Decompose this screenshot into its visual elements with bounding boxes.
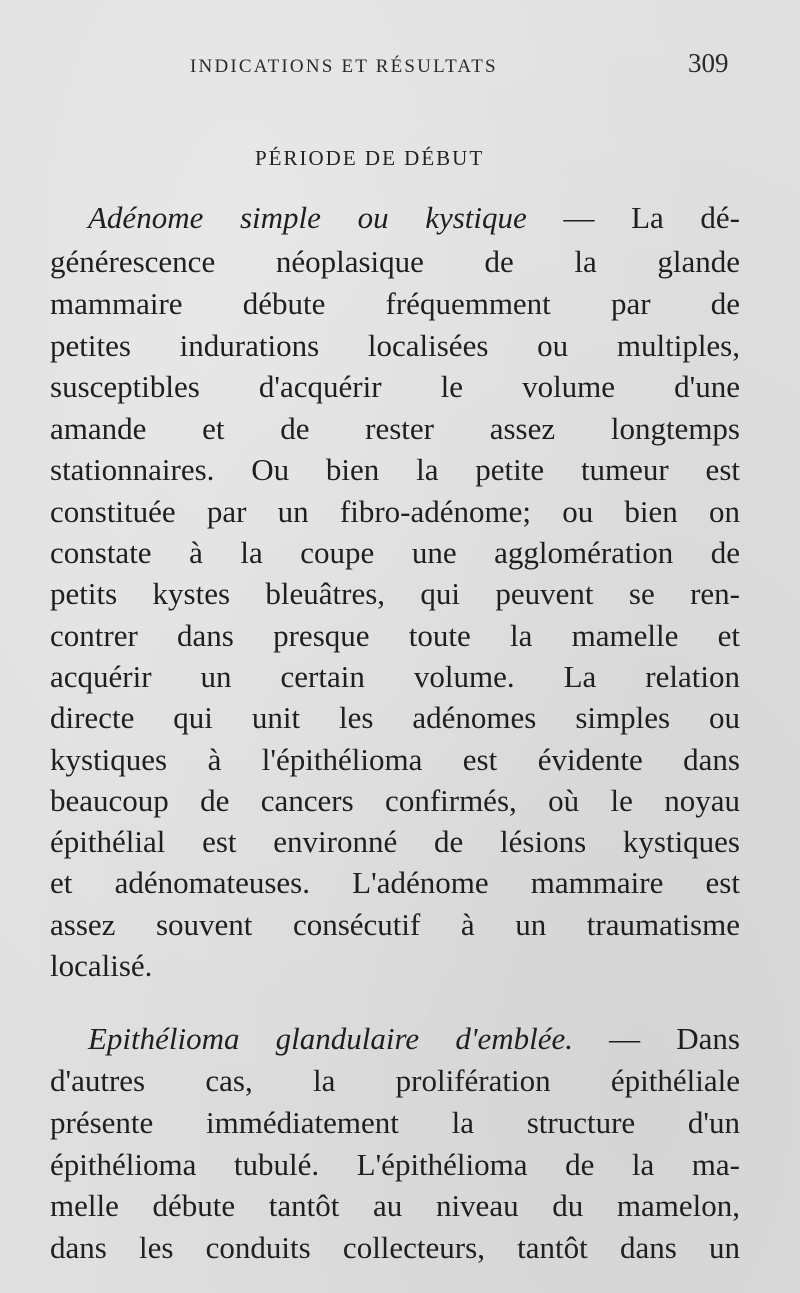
- paragraph-1-heading: Adénome simple ou kystique: [88, 200, 527, 235]
- paragraph-2-line: Epithélioma glandulaire d'emblée. — Dans: [88, 1021, 740, 1056]
- paragraph-1-line: petits kystes bleuâtres, qui peuvent se ren-: [50, 576, 740, 611]
- paragraph-1-line: amande et de rester assez longtemps: [50, 411, 740, 446]
- page-number: 309: [688, 48, 729, 78]
- paragraph-1-line: beaucoup de cancers confirmés, où le noyau: [50, 783, 740, 818]
- running-title: INDICATIONS ET RÉSULTATS: [190, 56, 498, 77]
- paragraph-2-line: d'autres cas, la prolifération épithéliale: [50, 1063, 740, 1098]
- paragraph-2-heading: Epithélioma glandulaire d'emblée.: [88, 1021, 573, 1056]
- paragraph-1-line: constituée par un fibro-adénome; ou bien on: [50, 494, 740, 529]
- paragraph-1-line: localisé.: [50, 948, 153, 983]
- paragraph-1-line: épithélial est environné de lésions kystiques: [50, 824, 740, 859]
- paragraph-1-line: acquérir un certain volume. La relation: [50, 659, 740, 694]
- paragraph-1-line: directe qui unit les adénomes simples ou: [50, 700, 740, 735]
- paragraph-1-line: constate à la coupe une agglomération de: [50, 535, 740, 570]
- paragraph-1-line: mammaire débute fréquemment par de: [50, 286, 740, 321]
- paragraph-1-line: Adénome simple ou kystique — La dé-: [88, 200, 740, 235]
- paragraph-2-line: présente immédiatement la structure d'un: [50, 1105, 740, 1140]
- paragraph-2-line: dans les conduits collecteurs, tantôt dans un: [50, 1230, 740, 1265]
- paragraph-1-line: et adénomateuses. L'adénome mammaire est: [50, 865, 740, 900]
- paragraph-1-line: contrer dans presque toute la mamelle et: [50, 618, 740, 653]
- paragraph-1-line: assez souvent consécutif à un traumatisme: [50, 907, 740, 942]
- paragraph-1-line: stationnaires. Ou bien la petite tumeur est: [50, 452, 740, 487]
- section-title: PÉRIODE DE DÉBUT: [255, 146, 485, 170]
- paragraph-2-line: épithélioma tubulé. L'épithélioma de la ma-: [50, 1147, 740, 1182]
- paragraph-1-line: générescence néoplasique de la glande: [50, 244, 740, 279]
- paragraph-2-line: melle débute tantôt au niveau du mamelon,: [50, 1188, 740, 1223]
- paragraph-1-line: kystiques à l'épithélioma est évidente dans: [50, 742, 740, 777]
- paragraph-1-line: susceptibles d'acquérir le volume d'une: [50, 369, 740, 404]
- paragraph-1-line: petites indurations localisées ou multiples,: [50, 328, 740, 363]
